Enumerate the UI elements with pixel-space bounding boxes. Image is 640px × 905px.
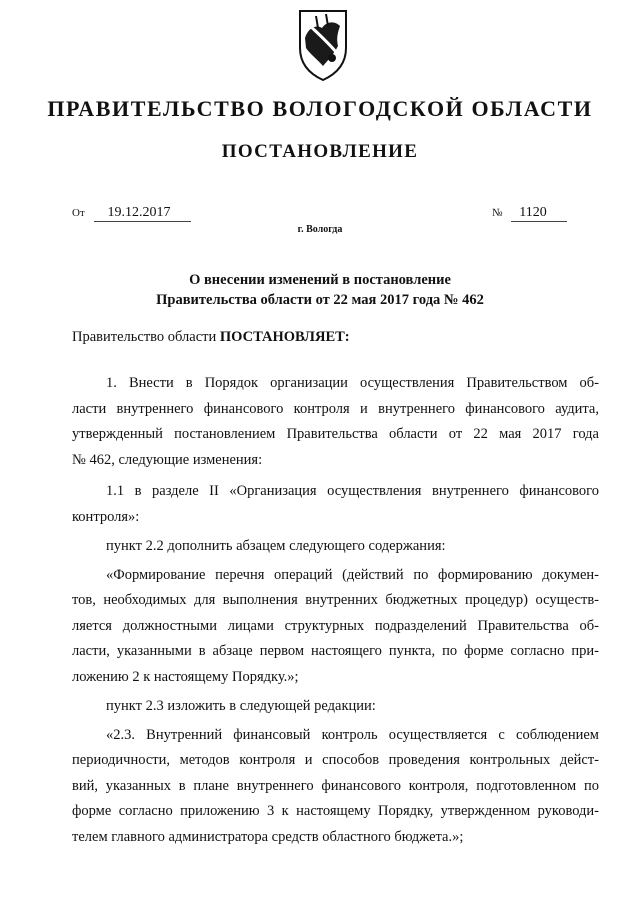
preamble [72,325,599,351]
coat-of-arms-emblem [296,8,350,82]
paragraph-line: форме согласно приложению 3 к настоящему Порядку, утвержденном руководи- [72,803,599,819]
preamble-decree-word: ПОСТАНОВЛЯЕТ: [219,329,350,345]
date-label: От [72,207,85,219]
paragraph-line: ложению 2 к настоящему Порядку.»; [72,668,299,685]
paragraph-line: пункт 2.2 дополнить абзацем следующего содержания: [106,538,446,554]
preamble-text: Правительство области [72,329,220,345]
paragraph-line: «2.3. Внутренний финансовый контроль осуществляется с соблюдением [106,726,599,743]
paragraph-line: ласти внутреннего финансового контроля и внутреннего финансового аудита, [72,400,599,417]
number-label: № [492,207,503,219]
paragraph-line: 1. Внести в Порядок организации осуществления Правительством об- [106,375,599,391]
paragraph-line: тов, необходимых для выполнения внутренних бюджетных процедур) осуществ- [72,592,599,608]
paragraph-line: 1.1 в разделе II «Организация осуществления внутреннего финансового [106,483,599,499]
city-label: г. Вологда [297,224,343,235]
paragraph-line: вий, указанных в плане внутреннего финансового контроля, подготовленном по [72,777,599,794]
paragraph-line: «Формирование перечня операций (действий по формированию докумен- [106,566,599,583]
paragraph-line: ляется должностными лицами структурных подразделений Правительства об- [72,617,599,634]
number-field [492,205,567,222]
paragraph-line: утвержденный постановлением Правительства области от 22 мая 2017 года [72,426,599,442]
document-type: ПОСТАНОВЛЕНИЕ [221,141,419,162]
paragraph-line: пункт 2.3 изложить в следующей редакции: [106,698,376,714]
paragraph-line: телем главного администратора средств областного бюджета.»; [72,828,464,845]
date-field [72,205,191,222]
subject-line: О внесении изменений в постановление [189,272,451,288]
document-date: 19.12.2017 [94,205,191,222]
government-title: ПРАВИТЕЛЬСТВО ВОЛОГОДСКОЙ ОБЛАСТИ [47,96,593,121]
paragraph-line: периодичности, методов контроля и способов проведения контрольных дейст- [72,752,599,768]
subject-line: Правительства области от 22 мая 2017 года № 462 [156,292,484,308]
paragraph-line: контроля»: [72,508,140,525]
paragraph-line: ласти, указанными в абзаце первом настоящего пункта, по форме согласно при- [72,643,599,659]
document-subject [0,270,640,310]
document-number: 1120 [511,205,566,222]
paragraph-line: № 462, следующие изменения: [72,451,263,468]
document-body [72,371,599,850]
